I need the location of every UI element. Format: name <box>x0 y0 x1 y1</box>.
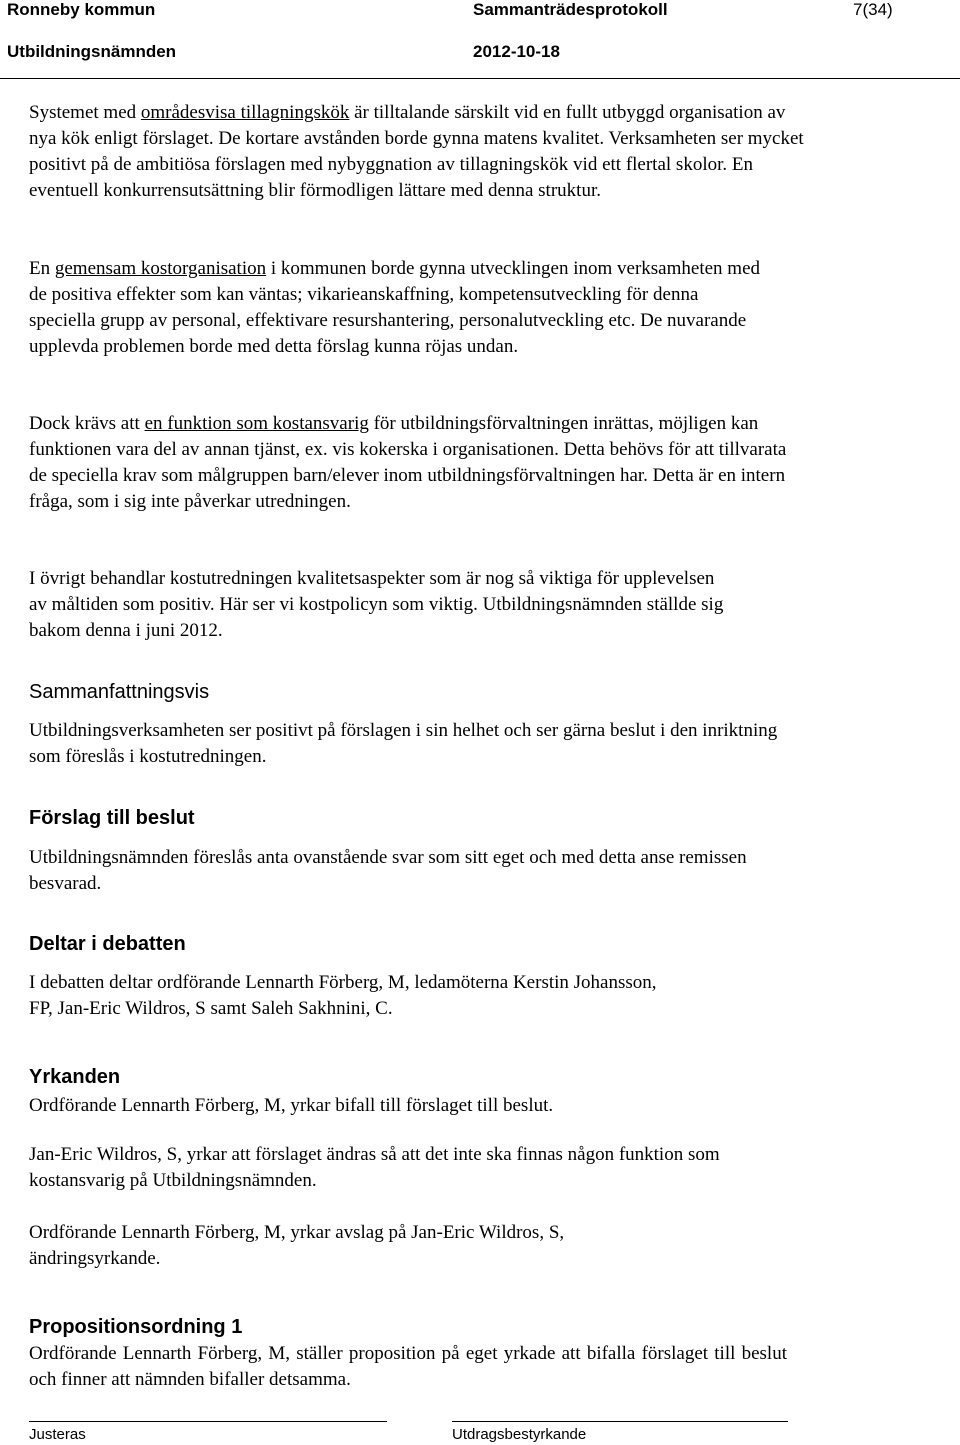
heading-propositionsordning: Propositionsordning 1 <box>29 1316 243 1338</box>
committee-name: Utbildningsnämnden <box>7 42 177 61</box>
underlined-term: områdesvisa tillagningskök <box>140 102 350 123</box>
paragraph-forslag: Utbildningsnämnden föreslås anta ovanstående svar som sitt eget och med detta anse remissen besvarad. <box>29 847 747 894</box>
municipality-name: Ronneby kommun <box>7 0 156 19</box>
document-type: Sammanträdesprotokoll <box>473 0 668 19</box>
paragraph-yrkande-2: Jan-Eric Wildros, S, yrkar att förslaget ändras så att det inte ska finnas någon funktion som kostansvarig på Utbildningsnämnden. <box>29 1144 720 1191</box>
meeting-date: 2012-10-18 <box>473 42 560 61</box>
signature-line-utdrag <box>452 1421 788 1422</box>
signature-line-justeras <box>29 1421 387 1422</box>
paragraph-deltar: I debatten deltar ordförande Lennarth Förberg, M, ledamöterna Kerstin Johansson, FP, Jan-Eric Wildros, S samt Saleh Sakhnini, C. <box>29 972 657 1019</box>
footer-utdragsbestyrkande: Utdragsbestyrkande <box>452 1426 587 1443</box>
paragraph-tillagningskok: Systemet med områdesvisa tillagningskök är tilltalande särskilt vid en fullt utbyggd organisation av nya kök enligt förslaget. De kortare avstånden borde gynna matens kvalitet. Verksamheten ser mycket positivt på de ambitiösa förslagen med nybyggnation av tillagningskök vid ett flertal skolor. En eventuell konkurrensutsättning blir förmodligen lättare med denna struktur. <box>29 102 804 201</box>
header-divider <box>0 78 960 79</box>
underlined-term: gemensam kostorganisation <box>54 258 267 279</box>
footer-justeras: Justeras <box>29 1426 86 1443</box>
underlined-term: en funktion som kostansvarig <box>144 413 369 434</box>
paragraph-proposition: Ordförande Lennarth Förberg, M, ställer proposition på eget yrkade att bifalla förslaget till beslut och finner att nämnden bifaller detsamma. <box>29 1343 787 1390</box>
paragraph-kostansvarig: Dock krävs att en funktion som kostansvarig för utbildningsförvaltningen inrättas, möjligen kan funktionen vara del av annan tjänst, ex. vis kokerska i organisationen. Detta behövs för att tillvarata de speciella krav som målgruppen barn/elever inom utbildningsförvaltningen har. Detta är en intern fråga, som i sig inte påverkar utredningen. <box>29 413 787 512</box>
paragraph-sammanfattning: Utbildningsverksamheten ser positivt på förslagen i sin helhet och ser gärna beslut i den inriktning som föreslås i kostutredningen. <box>29 720 778 767</box>
paragraph-yrkande-3: Ordförande Lennarth Förberg, M, yrkar avslag på Jan-Eric Wildros, S, ändringsyrkande. <box>29 1222 565 1269</box>
paragraph-yrkande-1: Ordförande Lennarth Förberg, M, yrkar bifall till förslaget till beslut. <box>29 1095 554 1116</box>
heading-yrkanden: Yrkanden <box>29 1066 121 1088</box>
heading-forslag-till-beslut: Förslag till beslut <box>29 807 195 829</box>
page-number: 7(34) <box>853 0 893 19</box>
paragraph-kvalitetsaspekter: I övrigt behandlar kostutredningen kvalitetsaspekter som är nog så viktiga för upplevelsen av måltiden som positiv. Här ser vi kostpolicyn som viktig. Utbildningsnämnden ställde sig bakom denna i juni 2012. <box>29 568 724 641</box>
heading-deltar-i-debatten: Deltar i debatten <box>29 933 186 955</box>
heading-sammanfattningsvis: Sammanfattningsvis <box>29 681 210 703</box>
paragraph-kostorganisation: En gemensam kostorganisation i kommunen borde gynna utvecklingen inom verksamheten med de positiva effekter som kan väntas; vikarieanskaffning, kompetensutveckling för denna speciella grupp av personal, effektivare resurshantering, personalutveckling etc. De nuvarande upplevda problemen borde med detta förslag kunna röjas undan. <box>29 258 761 357</box>
